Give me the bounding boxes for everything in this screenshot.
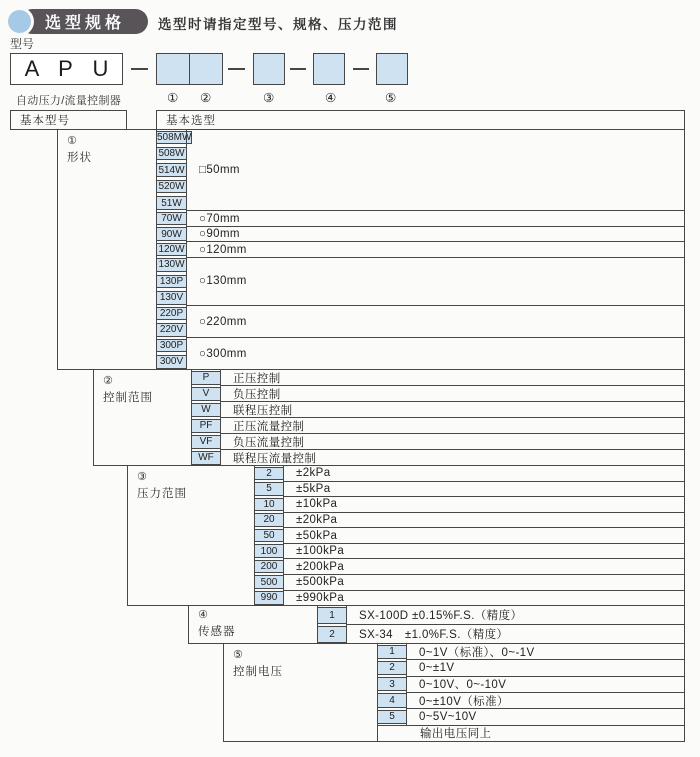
code-cell: 300P [156, 339, 187, 352]
decorative-circle-icon [8, 10, 31, 33]
spec-cell: □50mm [186, 129, 685, 211]
code-cell: 100 [254, 544, 284, 558]
pressure-range-row [254, 481, 685, 498]
control-range-row [191, 369, 685, 386]
section-pressure-range [127, 465, 685, 606]
section-control-voltage-label: ⑤ 控制电压 [223, 643, 378, 742]
spec-cell: ±100kPa [283, 543, 685, 560]
shape-group-70mm [156, 210, 685, 226]
spec-cell: ○120mm [186, 241, 685, 257]
code-cell: 220P [156, 307, 187, 320]
code-cell: 5 [377, 710, 407, 724]
spec-cell: ○130mm [186, 257, 685, 306]
base-model-header-cell: 基本型号 [10, 110, 127, 130]
code-cell: 1 [377, 645, 407, 659]
spec-cell: 正压流量控制 [220, 417, 685, 434]
code-cell: 50 [254, 529, 284, 543]
code-cell: V [191, 387, 221, 401]
dash-connector [353, 68, 369, 70]
control-voltage-row [377, 659, 685, 676]
code-cell: PF [191, 419, 221, 433]
control-range-row [191, 417, 685, 434]
shape-group-50mm [156, 129, 685, 211]
code-cell: 90W [156, 227, 187, 240]
section-title-badge [22, 9, 148, 34]
spec-cell: ±5kPa [283, 481, 685, 498]
section-shape [57, 129, 685, 370]
spec-cell: ○300mm [186, 337, 685, 370]
code-cell: 70W [156, 212, 187, 225]
code-cell: 508MW [157, 131, 192, 143]
control-range-row [191, 385, 685, 402]
code-cell: 130P [156, 275, 187, 288]
code-cell: P [191, 371, 221, 385]
section-sensor-label: ④ 传感器 [188, 605, 318, 644]
code-cell: 514W [156, 163, 187, 176]
sensor-row [317, 605, 685, 625]
code-cell: VF [191, 435, 221, 449]
code-cell: 200 [254, 560, 284, 574]
section-control-range [93, 369, 685, 466]
spec-cell: 0~1V（标准）、0~-1V [406, 643, 685, 660]
spec-cell: 负压控制 [220, 385, 685, 402]
position-number-4: ④ [325, 91, 337, 105]
code-cell: 130V [156, 291, 187, 304]
code-cell: 51W [156, 196, 187, 209]
code-cell: 508W [156, 147, 187, 160]
spec-cell: ○90mm [186, 226, 685, 242]
code-cell: 5 [254, 482, 284, 496]
code-cell: 1 [317, 607, 347, 624]
spec-cell: 0~5V~10V [406, 708, 685, 725]
code-cell: 3 [377, 677, 407, 691]
model-number-label: 型号 [10, 37, 35, 51]
section-sensor [188, 605, 685, 644]
control-voltage-row [377, 676, 685, 693]
spec-cell: ○70mm [186, 210, 685, 226]
dash-connector [131, 68, 148, 70]
code-cell: 130W [156, 258, 187, 271]
position-number-1: ① [167, 91, 179, 105]
spec-cell: ±200kPa [283, 558, 685, 575]
dash-connector [290, 68, 306, 70]
code-cell: 120W [156, 243, 187, 256]
model-prefix-caption: 自动压力/流量控制器 [16, 95, 122, 107]
model-digit-box-3 [253, 53, 285, 85]
model-digit-box-1 [156, 53, 190, 85]
code-cell: 2 [377, 661, 407, 675]
code-cell: WF [191, 451, 221, 465]
model-digit-box-4 [313, 53, 345, 85]
base-selection-header-cell: 基本选型 [156, 110, 685, 130]
model-digit-box-2 [189, 53, 223, 85]
code-cell: 520W [156, 180, 187, 193]
spec-cell: SX-100D ±0.15%F.S.（精度） [346, 605, 685, 625]
spec-cell: 联程压流量控制 [220, 449, 685, 466]
spec-cell: ±990kPa [283, 590, 685, 607]
header-note: 选型时请指定型号、规格、压力范围 [158, 17, 398, 32]
spec-cell: ±500kPa [283, 574, 685, 591]
output-voltage-row [377, 725, 685, 742]
code-cell: 10 [254, 498, 284, 512]
shape-group-90mm [156, 226, 685, 242]
spec-cell: 0~±1V [406, 659, 685, 676]
pressure-range-row [254, 590, 685, 607]
code-cell: 500 [254, 575, 284, 589]
code-cell: 990 [254, 591, 284, 605]
code-cell: 300V [156, 355, 187, 368]
pressure-range-row [254, 574, 685, 591]
section-pressure-range-label: ③ 压力范围 [127, 465, 255, 606]
control-voltage-row [377, 708, 685, 725]
model-prefix: A P U [24, 56, 116, 81]
pressure-range-row [254, 465, 685, 482]
pressure-range-row [254, 527, 685, 544]
control-range-row [191, 401, 685, 418]
spec-cell: 负压流量控制 [220, 433, 685, 450]
shape-group-130mm [156, 257, 685, 306]
position-number-3: ③ [263, 91, 275, 105]
spec-cell: 0~10V、0~-10V [406, 676, 685, 693]
spec-cell: ±2kPa [283, 465, 685, 482]
control-range-row [191, 449, 685, 466]
shape-group-300mm [156, 337, 685, 370]
code-cell: 220V [156, 323, 187, 336]
code-cell: 20 [254, 513, 284, 527]
position-number-5: ⑤ [385, 91, 397, 105]
spec-cell: SX-34 ±1.0%F.S.（精度） [346, 624, 685, 644]
model-prefix-box [10, 53, 123, 85]
position-number-2: ② [200, 91, 212, 105]
code-cell: W [191, 403, 221, 417]
section-control-voltage [223, 643, 685, 742]
pressure-range-row [254, 512, 685, 529]
section-shape-label: ① 形状 [57, 129, 157, 370]
sensor-row [317, 624, 685, 644]
section-title: 选型规格 [44, 15, 125, 32]
pressure-range-row [254, 558, 685, 575]
code-cell: 4 [377, 693, 407, 707]
section-control-range-label: ② 控制范围 [93, 369, 192, 466]
model-digit-box-5 [376, 53, 408, 85]
spec-cell: ±10kPa [283, 496, 685, 513]
shape-group-120mm [156, 241, 685, 257]
spec-cell: 输出电压同上 [377, 725, 685, 742]
spec-cell: ○220mm [186, 305, 685, 338]
spec-cell: ±20kPa [283, 512, 685, 529]
control-range-row [191, 433, 685, 450]
code-cell: 2 [317, 626, 347, 643]
control-voltage-row [377, 643, 685, 660]
code-cell: 2 [254, 467, 284, 481]
spec-cell: 0~±10V（标准） [406, 692, 685, 709]
control-voltage-row [377, 692, 685, 709]
pressure-range-row [254, 543, 685, 560]
spec-cell: ±50kPa [283, 527, 685, 544]
pressure-range-row [254, 496, 685, 513]
dash-connector [228, 68, 245, 70]
shape-group-220mm [156, 305, 685, 338]
spec-cell: 正压控制 [220, 369, 685, 386]
spec-cell: 联程压控制 [220, 401, 685, 418]
